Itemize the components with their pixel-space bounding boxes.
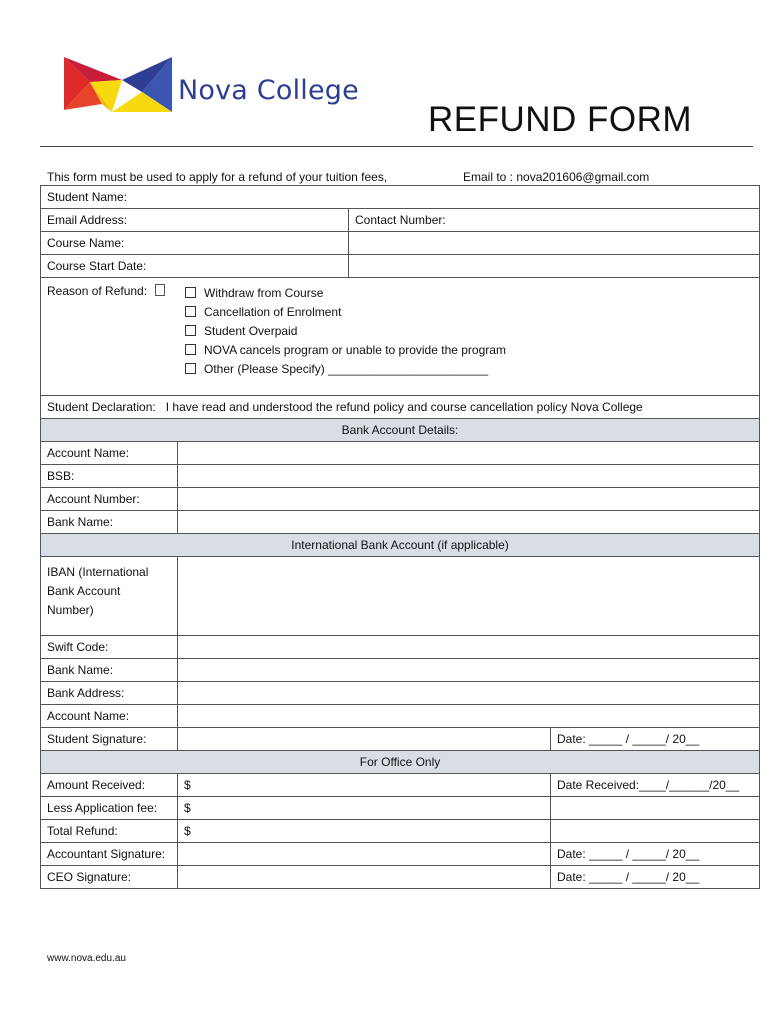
form-title: REFUND FORM	[428, 100, 693, 139]
checkbox-icon[interactable]	[185, 325, 196, 336]
ceo-signature-label: CEO Signature:	[41, 866, 178, 889]
bank-name-label: Bank Name:	[41, 511, 178, 534]
student-declaration-text: I have read and understood the refund policy and course cancellation policy Nova College	[165, 400, 643, 414]
course-name-extra-cell[interactable]	[349, 232, 760, 255]
reason-option-withdraw[interactable]: Withdraw from Course	[185, 284, 506, 303]
email-instruction: Email to : nova201606@gmail.com	[463, 170, 650, 184]
brand-name: Nova College	[178, 75, 359, 106]
total-refund-extra[interactable]	[551, 820, 760, 843]
ceo-signature-date[interactable]: Date: _____ / _____/ 20__	[551, 866, 760, 889]
email-address-field[interactable]	[41, 209, 349, 232]
accountant-signature-label: Accountant Signature:	[41, 843, 178, 866]
course-name-label: Course Name:	[47, 236, 125, 250]
bank-address-label: Bank Address:	[41, 682, 178, 705]
account-number-input[interactable]	[178, 488, 760, 511]
student-signature-label: Student Signature:	[41, 728, 178, 751]
intro-text: This form must be used to apply for a refund of your tuition fees,	[47, 170, 388, 184]
question-mark-icon	[155, 284, 165, 296]
total-refund-input[interactable]: $	[178, 820, 551, 843]
course-start-date-label: Course Start Date:	[47, 259, 147, 273]
refund-form-table	[40, 185, 760, 889]
student-name-label: Student Name:	[47, 190, 128, 204]
iban-label: IBAN (International Bank Account Number)	[41, 557, 178, 636]
course-name-field[interactable]	[41, 232, 349, 255]
checkbox-icon[interactable]	[185, 344, 196, 355]
checkbox-icon[interactable]	[185, 287, 196, 298]
intl-account-name-label: Account Name:	[41, 705, 178, 728]
course-start-extra-cell[interactable]	[349, 255, 760, 278]
student-signature-date[interactable]: Date: _____ / _____/ 20__	[551, 728, 760, 751]
office-only-header: For Office Only	[41, 751, 760, 774]
intl-bank-name-input[interactable]	[178, 659, 760, 682]
student-name-field[interactable]	[41, 186, 760, 209]
bsb-label: BSB:	[41, 465, 178, 488]
amount-received-label: Amount Received:	[41, 774, 178, 797]
footer-website: www.nova.edu.au	[47, 953, 126, 964]
student-declaration-row	[41, 396, 760, 419]
account-number-label: Account Number:	[41, 488, 178, 511]
bank-name-input[interactable]	[178, 511, 760, 534]
account-name-label: Account Name:	[41, 442, 178, 465]
student-declaration-label: Student Declaration:	[47, 400, 156, 414]
accountant-signature-date[interactable]: Date: _____ / _____/ 20__	[551, 843, 760, 866]
student-signature-input[interactable]	[178, 728, 551, 751]
application-fee-extra[interactable]	[551, 797, 760, 820]
iban-input[interactable]	[178, 557, 760, 636]
course-start-date-field[interactable]	[41, 255, 349, 278]
reason-of-refund-label: Reason of Refund:	[47, 284, 148, 298]
accountant-signature-input[interactable]	[178, 843, 551, 866]
checkbox-icon[interactable]	[185, 363, 196, 374]
reason-option-other[interactable]: Other (Please Specify) ________________________	[185, 360, 506, 379]
intl-account-name-input[interactable]	[178, 705, 760, 728]
date-received-field[interactable]: Date Received:____/______/20__	[551, 774, 760, 797]
swift-code-label: Swift Code:	[41, 636, 178, 659]
ceo-signature-input[interactable]	[178, 866, 551, 889]
title-rule	[40, 146, 753, 147]
reason-of-refund-cell	[41, 278, 760, 396]
amount-received-input[interactable]: $	[178, 774, 551, 797]
application-fee-label: Less Application fee:	[41, 797, 178, 820]
total-refund-label: Total Refund:	[41, 820, 178, 843]
reason-options-list	[185, 284, 506, 379]
account-name-input[interactable]	[178, 442, 760, 465]
bank-details-header: Bank Account Details:	[41, 419, 760, 442]
international-bank-header: International Bank Account (if applicable)	[41, 534, 760, 557]
application-fee-input[interactable]: $	[178, 797, 551, 820]
contact-number-field[interactable]	[349, 209, 760, 232]
reason-option-nova-cancels[interactable]: NOVA cancels program or unable to provide the program	[185, 341, 506, 360]
bsb-input[interactable]	[178, 465, 760, 488]
bank-address-input[interactable]	[178, 682, 760, 705]
contact-number-label: Contact Number:	[355, 213, 446, 227]
email-address-label: Email Address:	[47, 213, 128, 227]
reason-option-overpaid[interactable]: Student Overpaid	[185, 322, 506, 341]
reason-option-cancellation[interactable]: Cancellation of Enrolment	[185, 303, 506, 322]
swift-code-input[interactable]	[178, 636, 760, 659]
checkbox-icon[interactable]	[185, 306, 196, 317]
intl-bank-name-label: Bank Name:	[41, 659, 178, 682]
